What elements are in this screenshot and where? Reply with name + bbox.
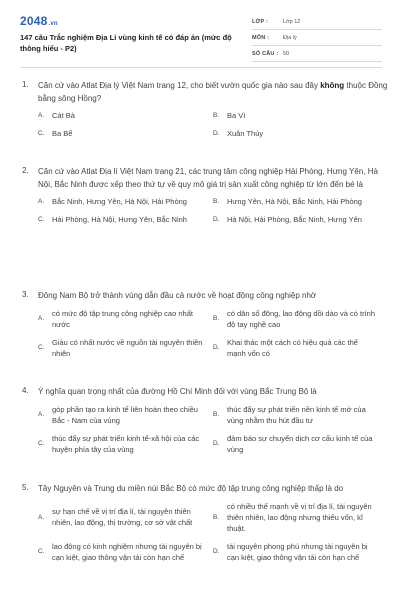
meta-key: MÔN : bbox=[252, 34, 270, 41]
option-text: góp phần tạo ra kinh tế liên hoàn theo chiều Bắc - Nam của vùng bbox=[52, 404, 198, 425]
question-text: Tây Nguyên và Trung du miền núi Bắc Bộ có mức độ tập trung công nghiệp thấp là do bbox=[38, 484, 344, 493]
option-text: Hà Nội, Hải Phòng, Bắc Ninh, Hưng Yên bbox=[227, 215, 362, 224]
question-3 bbox=[0, 290, 400, 366]
option-grid bbox=[38, 501, 388, 570]
meta-key: SỐ CÂU : bbox=[252, 50, 279, 57]
option-a[interactable] bbox=[38, 501, 213, 541]
option-letter: B. bbox=[213, 315, 220, 322]
option-letter: A. bbox=[38, 411, 45, 418]
meta-row-subject bbox=[252, 30, 382, 46]
option-text: Khai thác một cách có hiệu quả các thế mạnh vốn có bbox=[227, 337, 358, 358]
option-text: tài nguyên phong phú nhưng tài nguyên bị cạn kiệt, giao thông vận tải còn hạn chế bbox=[227, 541, 368, 562]
question-text: Căn cứ vào Atlat Địa lí Việt Nam trang 21, các trung tâm công nghiệp Hải Phòng, Hưng Yên, Hà Nội, Bắc Ninh được xếp theo thứ tự về quy mô giá trị sản xuất công nghiệp từ lớn đến bé là bbox=[38, 167, 378, 189]
option-text: có dân số đông, lao động dồi dào và có trình độ tay nghề cao bbox=[227, 308, 376, 329]
question-text: Đông Nam Bộ trở thành vùng dẫn đầu cả nước về hoạt động công nghiệp nhờ bbox=[38, 291, 317, 300]
question-number: 4. bbox=[22, 386, 29, 395]
question-text bbox=[38, 80, 388, 105]
option-b[interactable] bbox=[213, 404, 388, 433]
option-text: có mức độ tập trung công nghiệp cao nhất nước bbox=[52, 308, 193, 329]
question-number: 2. bbox=[22, 166, 29, 175]
option-letter: D. bbox=[213, 344, 220, 351]
option-text: Ba Bể bbox=[52, 129, 73, 138]
option-b[interactable] bbox=[213, 196, 388, 214]
option-c[interactable] bbox=[38, 128, 213, 146]
option-letter: A. bbox=[38, 513, 45, 521]
meta-key: LỚP : bbox=[252, 18, 268, 25]
site-logo[interactable] bbox=[20, 14, 58, 28]
logo-tld: .vn bbox=[48, 21, 58, 27]
option-letter: D. bbox=[213, 216, 220, 223]
option-text: thúc đẩy sự phát triển kinh tế-xã hội của các huyện phía tây của vùng bbox=[52, 433, 200, 454]
option-text: Ba Vì bbox=[227, 111, 246, 120]
option-text: Xuân Thủy bbox=[227, 129, 264, 138]
logo-text: 2048 bbox=[20, 14, 48, 28]
question-text-bold: không bbox=[320, 81, 345, 90]
option-c[interactable] bbox=[38, 337, 213, 366]
option-letter: B. bbox=[213, 112, 220, 119]
option-c[interactable] bbox=[38, 214, 213, 232]
question-number: 1. bbox=[22, 80, 29, 89]
option-text: đảm bảo sự chuyển dịch cơ cấu kinh tế của vùng bbox=[227, 433, 373, 454]
option-text: sự hạn chế về vị trí địa lí, tài nguyên thiên nhiên, lao động, thị trường, cơ sở vật chất bbox=[52, 507, 193, 527]
option-text: Hưng Yên, Hà Nội, Bắc Ninh, Hải Phòng bbox=[227, 197, 362, 206]
option-letter: C. bbox=[38, 548, 45, 555]
option-grid bbox=[38, 196, 388, 232]
question-1 bbox=[0, 80, 400, 146]
option-d[interactable] bbox=[213, 214, 388, 232]
option-letter: A. bbox=[38, 112, 45, 119]
question-number: 5. bbox=[22, 483, 29, 492]
question-number: 3. bbox=[22, 290, 29, 299]
option-letter: D. bbox=[213, 130, 220, 137]
option-letter: A. bbox=[38, 198, 45, 205]
question-text: Ý nghĩa quan trọng nhất của đường Hồ Chí Minh đối với vùng Bắc Trung Bộ là bbox=[38, 387, 317, 396]
option-a[interactable] bbox=[38, 404, 213, 433]
option-b[interactable] bbox=[213, 501, 388, 541]
option-letter: B. bbox=[213, 198, 220, 205]
option-d[interactable] bbox=[213, 433, 388, 462]
option-letter: D. bbox=[213, 440, 220, 447]
option-a[interactable] bbox=[38, 196, 213, 214]
meta-row-class bbox=[252, 14, 382, 30]
meta-row-count bbox=[252, 46, 382, 62]
option-text: có nhiều thế mạnh về vị trí địa lí, tài nguyên thiên nhiên, lao động nhưng thiếu vốn, kĩ thuật. bbox=[227, 501, 372, 533]
option-letter: D. bbox=[213, 548, 220, 555]
option-grid bbox=[38, 308, 388, 366]
meta-value: 50 bbox=[283, 50, 290, 57]
option-letter: C. bbox=[38, 344, 45, 351]
option-letter: C. bbox=[38, 440, 45, 447]
question-4 bbox=[0, 386, 400, 462]
option-b[interactable] bbox=[213, 110, 388, 128]
option-text: Bắc Ninh, Hưng Yên, Hà Nội, Hải Phòng bbox=[52, 197, 187, 206]
option-text: Giàu có nhất nước về nguồn tài nguyên thiên nhiên bbox=[52, 337, 203, 358]
option-c[interactable] bbox=[38, 433, 213, 462]
option-letter: C. bbox=[38, 130, 45, 137]
document-title: 147 câu Trắc nghiệm Địa Lí vùng kinh tế có đáp án (mức độ thông hiểu - P2) bbox=[20, 33, 232, 53]
option-grid bbox=[38, 110, 388, 146]
option-text: Cát Bà bbox=[52, 111, 75, 120]
question-5 bbox=[0, 483, 400, 570]
header-divider bbox=[20, 67, 382, 68]
option-d[interactable] bbox=[213, 337, 388, 366]
option-text: Hải Phòng, Hà Nội, Hưng Yên, Bắc Ninh bbox=[52, 215, 187, 224]
option-c[interactable] bbox=[38, 541, 213, 570]
question-2 bbox=[0, 166, 400, 232]
option-b[interactable] bbox=[213, 308, 388, 337]
option-d[interactable] bbox=[213, 541, 388, 570]
question-text-part: Căn cứ vào Atlat Địa lý Việt Nam trang 12, cho biết vườn quốc gia nào sau đây bbox=[38, 81, 321, 90]
question-text-part: thuộc Đồng bằng sông Hồng? bbox=[38, 81, 388, 103]
meta-value: Địa lý bbox=[283, 34, 297, 41]
option-letter: C. bbox=[38, 216, 45, 223]
option-letter: A. bbox=[38, 315, 45, 322]
option-a[interactable] bbox=[38, 110, 213, 128]
option-d[interactable] bbox=[213, 128, 388, 146]
option-a[interactable] bbox=[38, 308, 213, 337]
option-letter: B. bbox=[213, 513, 220, 521]
document-header bbox=[0, 0, 400, 66]
meta-value: Lớp 12 bbox=[283, 18, 301, 25]
option-text: lao động có kinh nghiệm nhưng tài nguyên bị cạn kiệt, giao thông vận tải còn hạn chế bbox=[52, 541, 202, 562]
option-text: thúc đẩy sự phát triển nền kinh tế mở của vùng nhằm thu hút đầu tư bbox=[227, 404, 366, 425]
option-grid bbox=[38, 404, 388, 462]
option-letter: B. bbox=[213, 411, 220, 418]
document-meta bbox=[252, 14, 382, 62]
